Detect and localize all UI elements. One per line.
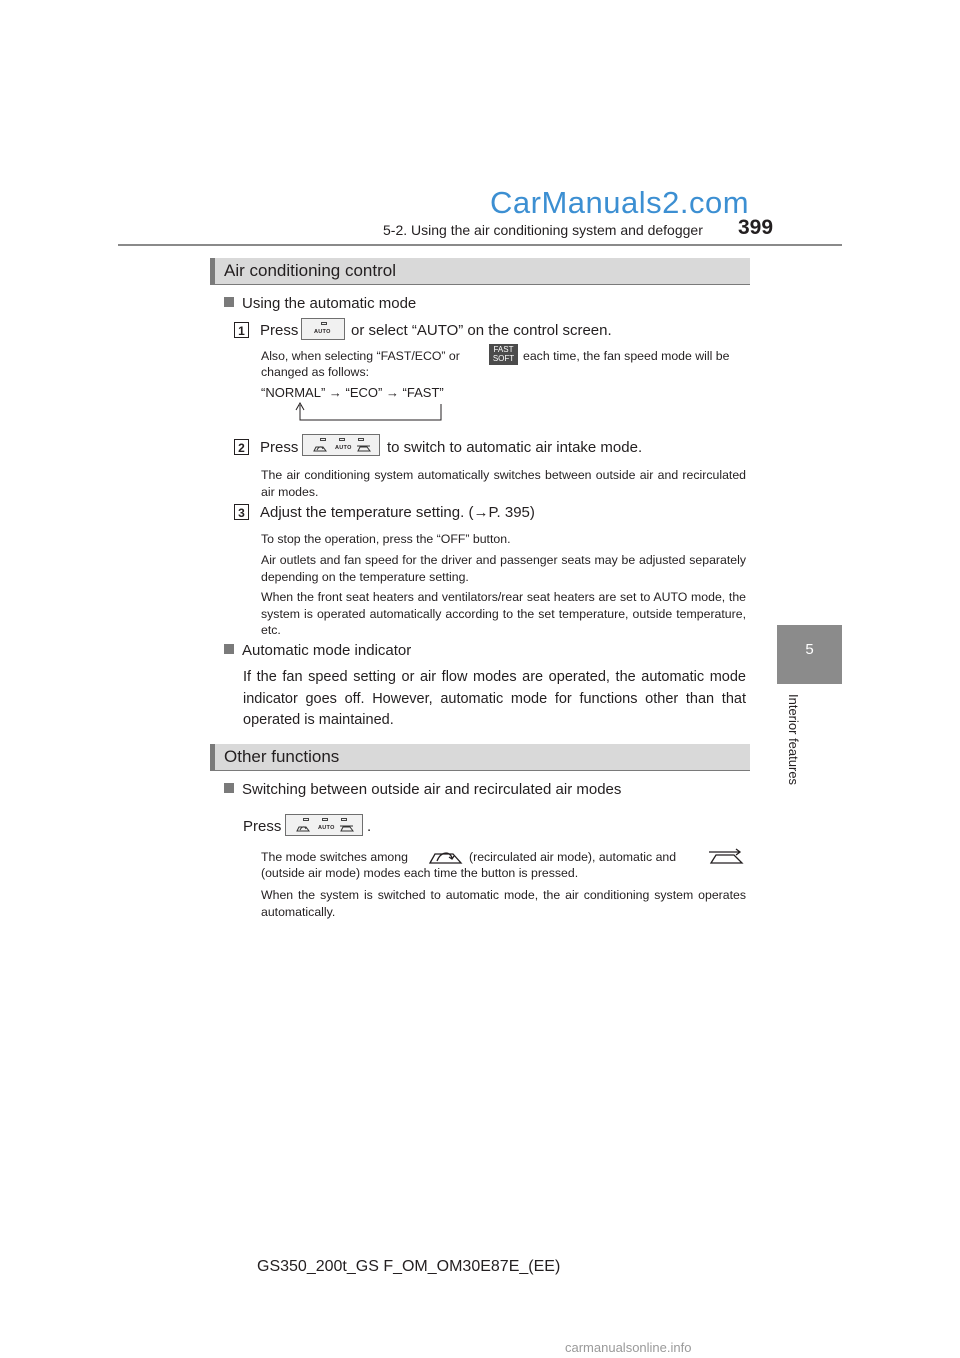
- indicator-led: [321, 322, 327, 325]
- step3-text: Adjust the temperature setting. (→P. 395): [260, 504, 535, 521]
- press-end: .: [367, 818, 372, 835]
- subheading-automatic-mode-indicator: [224, 642, 411, 659]
- document-code: GS350_200t_GS F_OM_OM30E87E_(EE): [257, 1258, 561, 1275]
- subheading-text: Automatic mode indicator: [242, 642, 412, 659]
- cycle-return-arrow-icon: [295, 402, 445, 422]
- square-bullet-icon: [224, 297, 234, 307]
- auto-button-label: AUTO: [314, 329, 331, 335]
- recirculated-air-mode-icon: [428, 848, 464, 866]
- section-title: Air conditioning control: [224, 261, 396, 280]
- air-intake-button-icon: [302, 434, 380, 456]
- step3-note-3: When the front seat heaters and ventilators/rear seat heaters are set to AUTO mode, the system is operated automatically according to the set temperature, outside temperature, etc.: [261, 590, 746, 637]
- mode-note-line1-b: (recirculated air mode), automatic and: [469, 850, 677, 864]
- step-number-1: 1: [234, 322, 249, 338]
- recirculated-air-icon: [313, 444, 327, 453]
- step-number-2: 2: [234, 439, 249, 455]
- step1-press: Press: [260, 322, 299, 339]
- note-text: Also, when selecting “FAST/ECO” or: [261, 349, 460, 363]
- indicator-led: [322, 818, 328, 821]
- outside-air-mode-icon: [709, 848, 745, 866]
- auto-button-icon: [301, 318, 345, 340]
- step3-note-1: To stop the operation, press the “OFF” button.: [261, 532, 511, 546]
- page-number: 399: [738, 216, 774, 239]
- section-title: Other functions: [224, 747, 340, 766]
- indicator-led: [339, 438, 345, 441]
- subheading-text: Switching between outside air and recirculated air modes: [242, 781, 622, 798]
- mode-note-line2: (outside air mode) modes each time the button is pressed.: [261, 866, 579, 880]
- section-heading-other-functions: [210, 744, 750, 771]
- header-rule: [118, 244, 842, 246]
- chapter-tab: 5: [777, 625, 842, 684]
- square-bullet-icon: [224, 644, 234, 654]
- mode-note-line1-a: The mode switches among: [261, 850, 408, 864]
- step-number-3: 3: [234, 504, 249, 520]
- subheading-text: Using the automatic mode: [242, 295, 417, 312]
- outside-air-icon: [340, 824, 354, 833]
- outside-air-icon: [357, 444, 371, 453]
- soft-label: SOFT: [492, 354, 515, 363]
- indicator-led: [341, 818, 347, 821]
- subheading-automatic-mode: [224, 295, 416, 312]
- indicator-paragraph: If the fan speed setting or air flow modes are operated, the automatic mode indicator goes off. However, automatic mode for functions other than that operated is maintained.: [243, 669, 746, 728]
- step2-note: The air conditioning system automatically switches between outside air and recirculated air modes.: [261, 468, 746, 499]
- chapter-title: 5-2. Using the air conditioning system and defogger: [383, 222, 703, 238]
- auto-label: AUTO: [318, 825, 335, 831]
- square-bullet-icon: [224, 783, 234, 793]
- step3-note-2: Air outlets and fan speed for the driver and passenger seats may be adjusted separately depending on the temperature setting.: [261, 553, 746, 584]
- press-label: Press: [243, 818, 282, 835]
- indicator-led: [320, 438, 326, 441]
- recirculated-air-icon: [296, 824, 310, 833]
- step2-press: Press: [260, 439, 299, 456]
- fast-label: FAST: [493, 345, 514, 354]
- watermark: CarManuals2.com: [490, 185, 750, 220]
- indicator-led: [358, 438, 364, 441]
- step2-text: to switch to automatic air intake mode.: [387, 439, 643, 456]
- step1-note-line1: [261, 349, 460, 363]
- subheading-air-modes: [224, 781, 621, 798]
- air-intake-button-icon: [285, 814, 363, 836]
- step1-note-line1-end: each time, the fan speed mode will be: [523, 349, 730, 363]
- fast-soft-button-icon: [489, 344, 518, 365]
- auto-label: AUTO: [335, 445, 352, 451]
- chapter-tab-label: Interior features: [786, 694, 801, 786]
- step1-text: or select “AUTO” on the control screen.: [351, 322, 612, 339]
- indicator-led: [303, 818, 309, 821]
- step1-note-line2: changed as follows:: [261, 365, 370, 379]
- section-heading-air-conditioning-control: [210, 258, 750, 285]
- mode-note-2: When the system is switched to automatic mode, the air conditioning system operates automatically.: [261, 888, 746, 919]
- source-watermark: carmanualsonline.info: [565, 1340, 692, 1355]
- fan-mode-cycle: “NORMAL” → “ECO” → “FAST”: [261, 385, 444, 400]
